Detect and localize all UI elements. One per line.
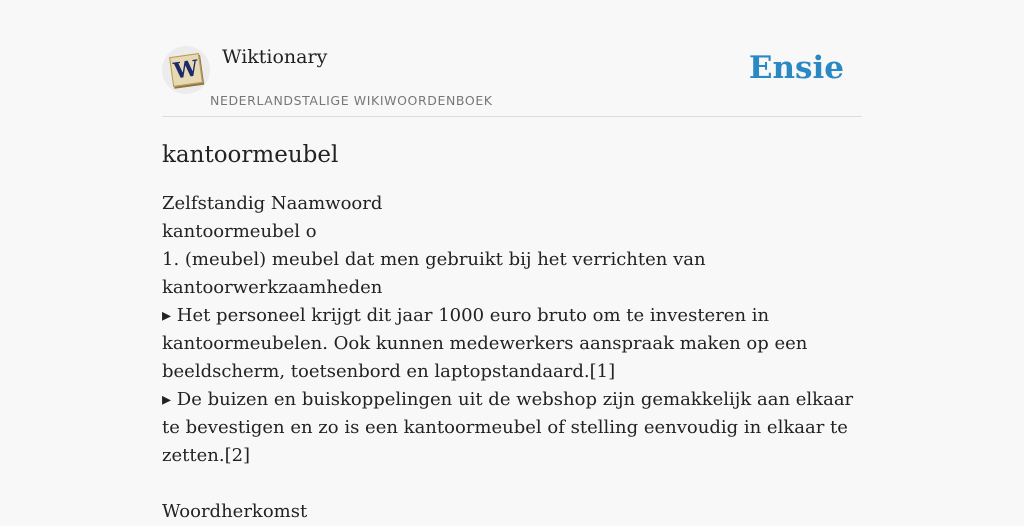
page-title: kantoormeubel xyxy=(162,142,339,168)
logo-tile: W xyxy=(169,53,203,87)
definition: 1. (meubel) meubel dat men gebruikt bij het verrichten van kantoorwerkzaamheden xyxy=(162,249,706,298)
part-of-speech: Zelfstandig Naamwoord xyxy=(162,193,383,214)
site-subtitle: NEDERLANDSTALIGE WIKIWOORDENBOEK xyxy=(210,93,493,108)
entry-body xyxy=(162,190,862,526)
section-heading: Woordherkomst xyxy=(162,501,308,522)
ensie-brand-link[interactable]: Ensie xyxy=(748,50,844,86)
wiktionary-logo-icon[interactable] xyxy=(162,46,210,94)
page xyxy=(162,0,862,526)
site-name[interactable]: Wiktionary xyxy=(222,46,328,68)
example-sentence: ▸ Het personeel krijgt dit jaar 1000 euro bruto om te investeren in kantoormeubelen. Ook kunnen medewerkers aanspraak maken op een beeldscherm, toetsenbord en laptopstandaard.[1] xyxy=(162,305,808,382)
spacer xyxy=(162,470,862,498)
site-header xyxy=(162,0,862,117)
headword: kantoormeubel o xyxy=(162,221,317,242)
example-sentence: ▸ De buizen en buiskoppelingen uit de webshop zijn gemakkelijk aan elkaar te bevestigen en zo is een kantoormeubel of stelling eenvoudig in elkaar te zetten.[2] xyxy=(162,389,854,466)
